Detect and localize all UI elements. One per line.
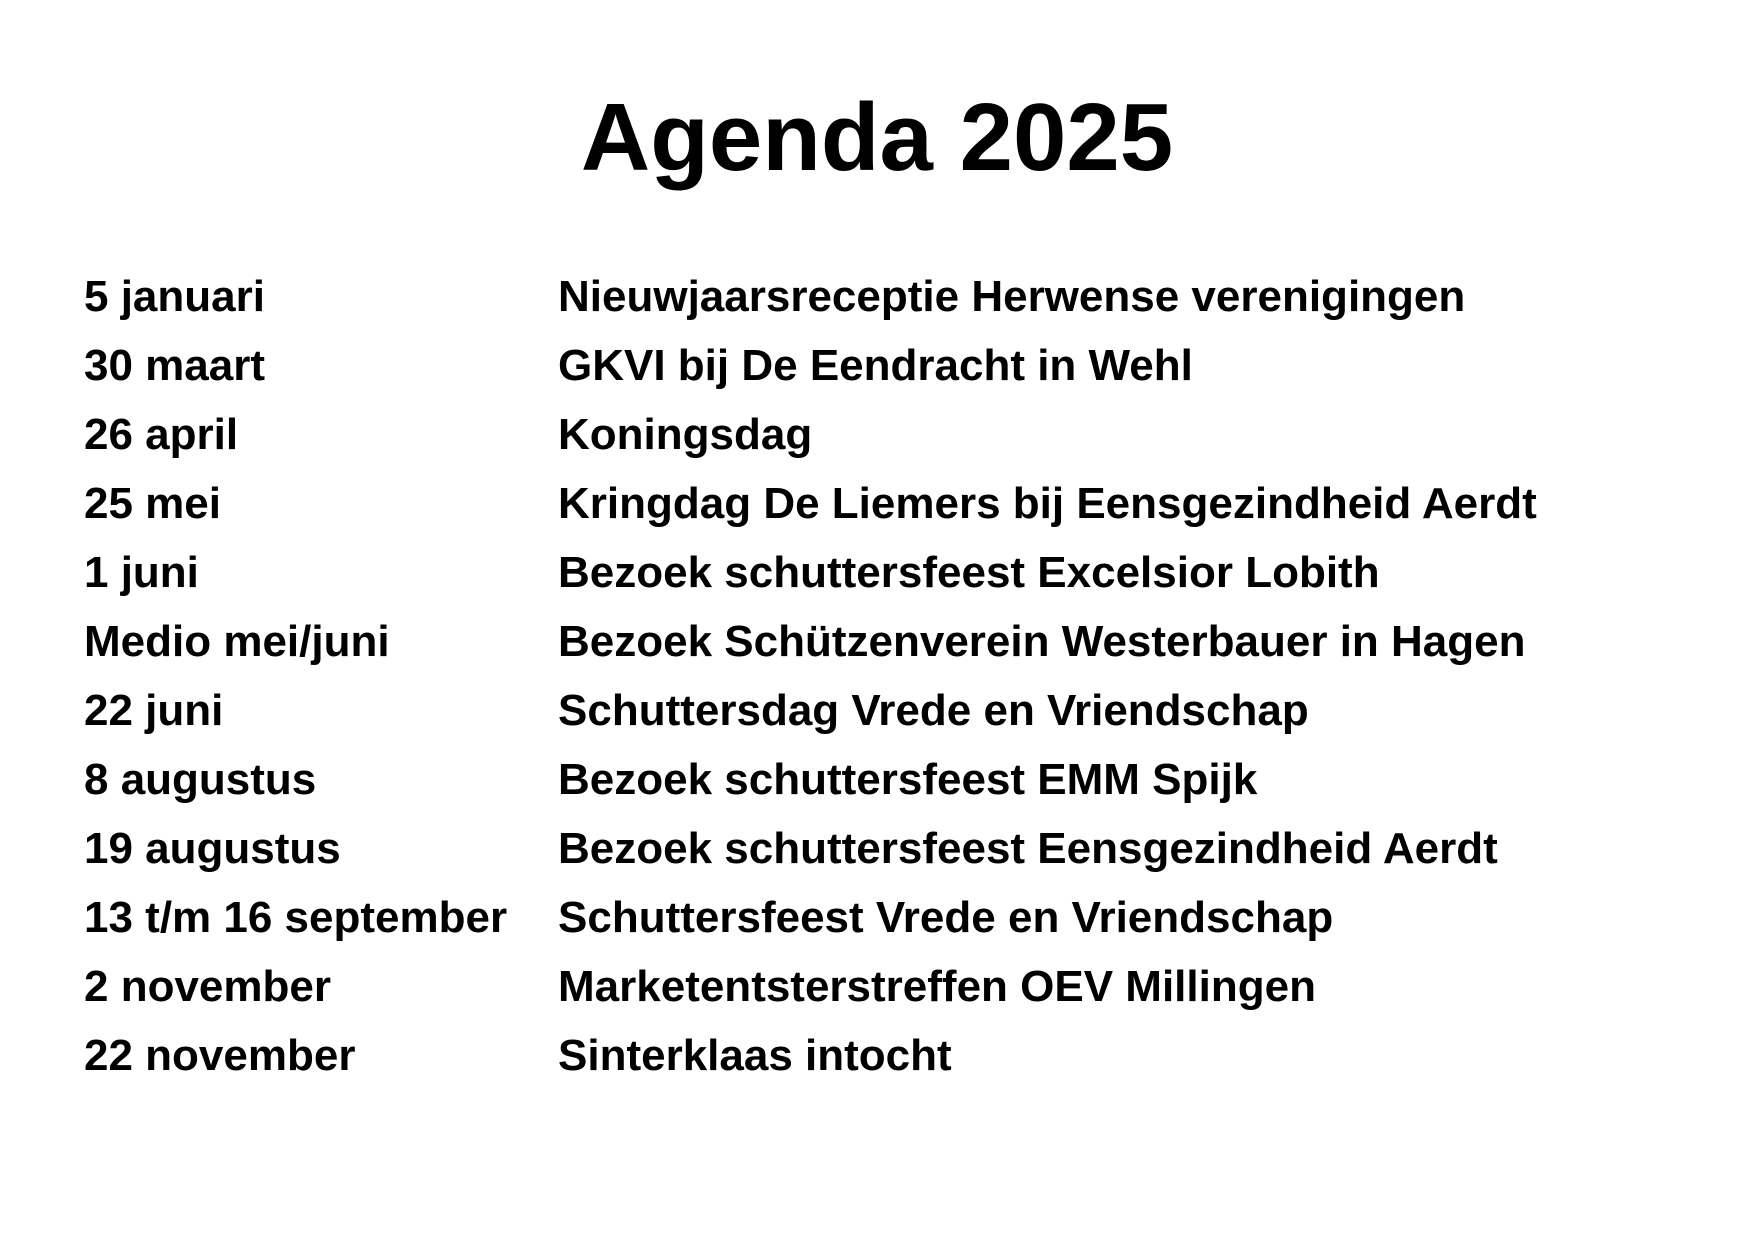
agenda-row: [84, 883, 1724, 952]
event-date: 25 mei: [84, 479, 221, 528]
event-date: 2 november: [84, 962, 331, 1011]
event-description: Bezoek schuttersfeest Excelsior Lobith: [558, 548, 1380, 597]
agenda-row: [84, 952, 1724, 1021]
agenda-row: [84, 607, 1724, 676]
event-description: Sinterklaas intocht: [558, 1031, 952, 1080]
event-date: 19 augustus: [84, 824, 341, 873]
agenda-row: [84, 400, 1724, 469]
event-date: 22 november: [84, 1031, 356, 1080]
event-date: 5 januari: [84, 272, 265, 321]
event-date: Medio mei/juni: [84, 617, 390, 666]
agenda-row: [84, 469, 1724, 538]
agenda-row: [84, 814, 1724, 883]
agenda-list: [84, 262, 1724, 1090]
event-description: Nieuwjaarsreceptie Herwense verenigingen: [558, 272, 1466, 321]
event-description: GKVI bij De Eendracht in Wehl: [558, 341, 1193, 390]
event-description: Bezoek Schützenverein Westerbauer in Hagen: [558, 617, 1526, 666]
event-description: Kringdag De Liemers bij Eensgezindheid Aerdt: [558, 479, 1537, 528]
event-date: 26 april: [84, 410, 239, 459]
event-date: 8 augustus: [84, 755, 317, 804]
agenda-row: [84, 262, 1724, 331]
event-date: 1 juni: [84, 548, 199, 597]
event-description: Marketentsterstreffen OEV Millingen: [558, 962, 1316, 1011]
event-date: 30 maart: [84, 341, 266, 390]
agenda-row: [84, 1021, 1724, 1090]
agenda-row: [84, 676, 1724, 745]
agenda-row: [84, 538, 1724, 607]
agenda-row: [84, 331, 1724, 400]
agenda-row: [84, 745, 1724, 814]
event-description: Koningsdag: [558, 410, 813, 459]
page-title: Agenda 2025: [580, 84, 1174, 191]
event-description: Bezoek schuttersfeest Eensgezindheid Aerdt: [558, 824, 1498, 873]
event-date: 22 juni: [84, 686, 224, 735]
event-description: Schuttersdag Vrede en Vriendschap: [558, 686, 1309, 735]
event-description: Bezoek schuttersfeest EMM Spijk: [558, 755, 1258, 804]
event-description: Schuttersfeest Vrede en Vriendschap: [558, 893, 1334, 942]
event-date: 13 t/m 16 september: [84, 893, 508, 942]
